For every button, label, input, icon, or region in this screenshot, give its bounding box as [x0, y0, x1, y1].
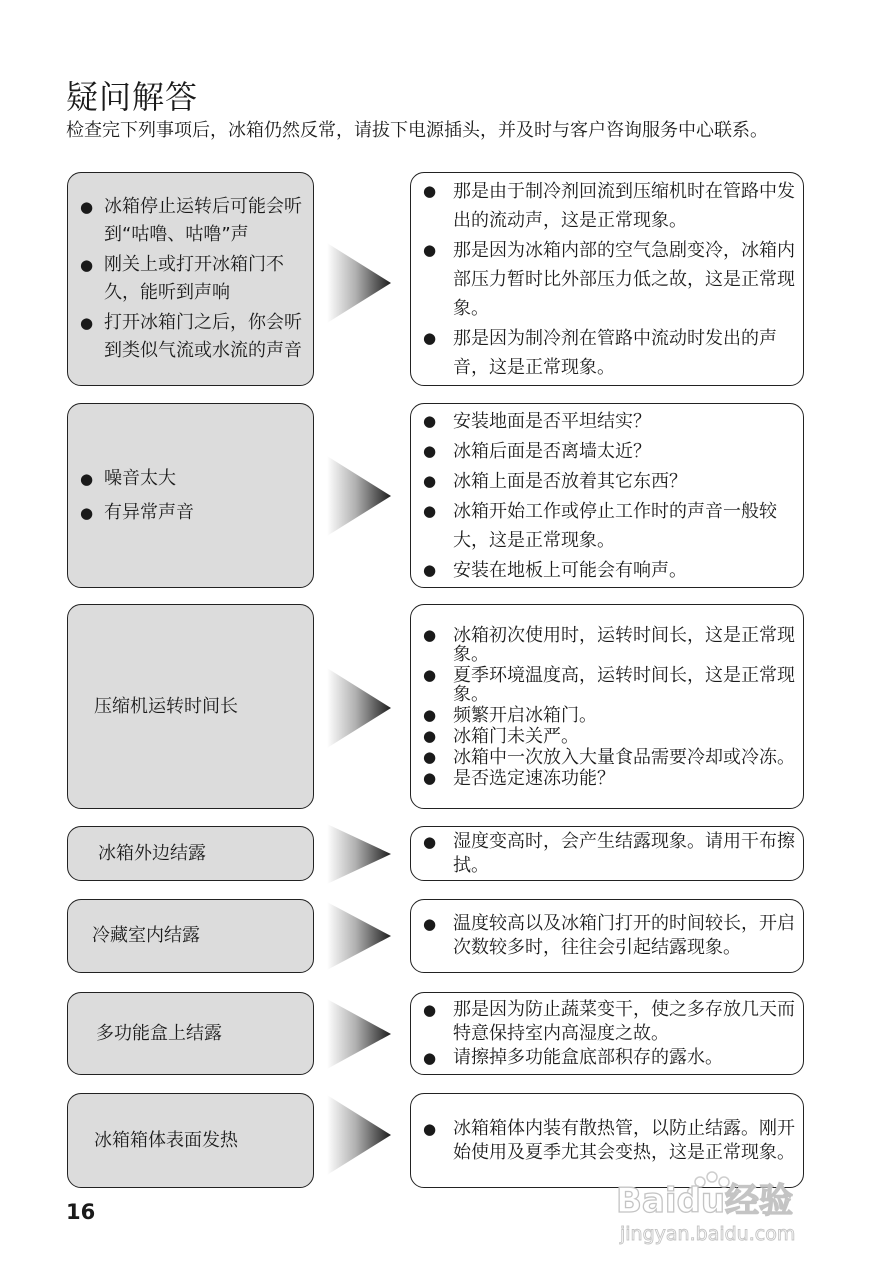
answer-item: ● 那是因为制冷剂在管路中流动时发出的声音，这是正常现象。: [421, 324, 795, 382]
answer-item: ● 冰箱开始工作或停止工作时的声音一般较大，这是正常现象。: [421, 497, 795, 555]
question-box: [67, 826, 314, 881]
answer-item: ● 是否选定速冻功能？: [421, 769, 795, 788]
answer-box: [410, 403, 804, 588]
answer-item: ● 冰箱中一次放入大量食品需要冷却或冷冻。: [421, 748, 795, 767]
answer-item: ● 温度较高以及冰箱门打开的时间较长，开启次数较多时，往往会引起结露现象。: [421, 912, 795, 960]
page-number: 16: [66, 1200, 96, 1224]
question-item: 压缩机运转时间长: [94, 695, 238, 717]
question-box: [67, 899, 314, 973]
question-box: [67, 1093, 314, 1188]
answer-item: ● 冰箱门未关严。: [421, 727, 795, 746]
answer-item: ● 冰箱上面是否放着其它东西？: [421, 467, 795, 496]
arrow-right-icon: [327, 668, 391, 748]
answer-item: ● 冰箱初次使用时，运转时间长，这是正常现象。: [421, 626, 795, 664]
page-title: 疑问解答: [66, 78, 199, 116]
question-item: 多功能盒上结露: [96, 1022, 222, 1044]
arrow-right-icon: [327, 902, 391, 970]
question-box: [67, 604, 314, 809]
arrow-right-icon: [327, 999, 391, 1069]
answer-box: [410, 172, 804, 386]
answer-box: [410, 604, 804, 809]
answer-item: ● 安装地面是否平坦结实？: [421, 407, 795, 436]
answer-box: [410, 992, 804, 1075]
answer-item: ● 那是由于制冷剂回流到压缩机时在管路中发出的流动声，这是正常现象。: [421, 177, 795, 235]
answer-item: ● 那是因为冰箱内部的空气急剧变冷，冰箱内部压力暂时比外部压力低之故，这是正常现象。: [421, 236, 795, 323]
answer-item: ● 夏季环境温度高，运转时间长，这是正常现象。: [421, 666, 795, 704]
question-box: [67, 403, 314, 588]
arrow-right-icon: [327, 456, 391, 536]
answer-item: ● 安装在地板上可能会有响声。: [421, 556, 795, 585]
arrow-right-icon: [327, 824, 391, 884]
question-item: ● 冰箱停止运转后可能会听到“咕噜、咕噜”声: [80, 193, 303, 249]
answer-item: ● 频繁开启冰箱门。: [421, 706, 795, 725]
question-item: 冷藏室内结露: [92, 925, 200, 946]
question-item: 冰箱箱体表面发热: [94, 1129, 238, 1151]
question-item: ● 打开冰箱门之后，你会听到类似气流或水流的声音: [80, 309, 303, 365]
question-box: [67, 172, 314, 386]
answer-box: [410, 899, 804, 973]
arrow-right-icon: [327, 243, 391, 323]
intro-text: 检查完下列事项后，冰箱仍然反常，请拔下电源插头，并及时与客户咨询服务中心联系。: [66, 120, 768, 141]
answer-item: ● 冰箱箱体内装有散热管，以防止结露。刚开始使用及夏季尤其会变热，这是正常现象。: [421, 1117, 795, 1165]
arrow-right-icon: [327, 1095, 391, 1175]
question-item: ● 有异常声音: [80, 499, 303, 527]
question-box: [67, 992, 314, 1075]
answer-item: ● 冰箱后面是否离墙太近？: [421, 437, 795, 466]
question-item: 冰箱外边结露: [98, 842, 206, 864]
answer-item: ● 请擦掉多功能盒底部积存的露水。: [421, 1046, 795, 1070]
answer-box: [410, 826, 804, 881]
watermark-brand: Baidu经验: [616, 1181, 794, 1221]
watermark-url: jingyan.baidu.com: [620, 1223, 796, 1245]
baidu-watermark-logo: [612, 1168, 822, 1248]
answer-item: ● 那是因为防止蔬菜变干，使之多存放几天而特意保持室内高湿度之故。: [421, 998, 795, 1046]
question-item: ● 刚关上或打开冰箱门不久，能听到声响: [80, 251, 303, 307]
question-item: ● 噪音太大: [80, 465, 303, 493]
answer-item: ● 湿度变高时，会产生结露现象。请用干布擦拭。: [421, 830, 795, 878]
